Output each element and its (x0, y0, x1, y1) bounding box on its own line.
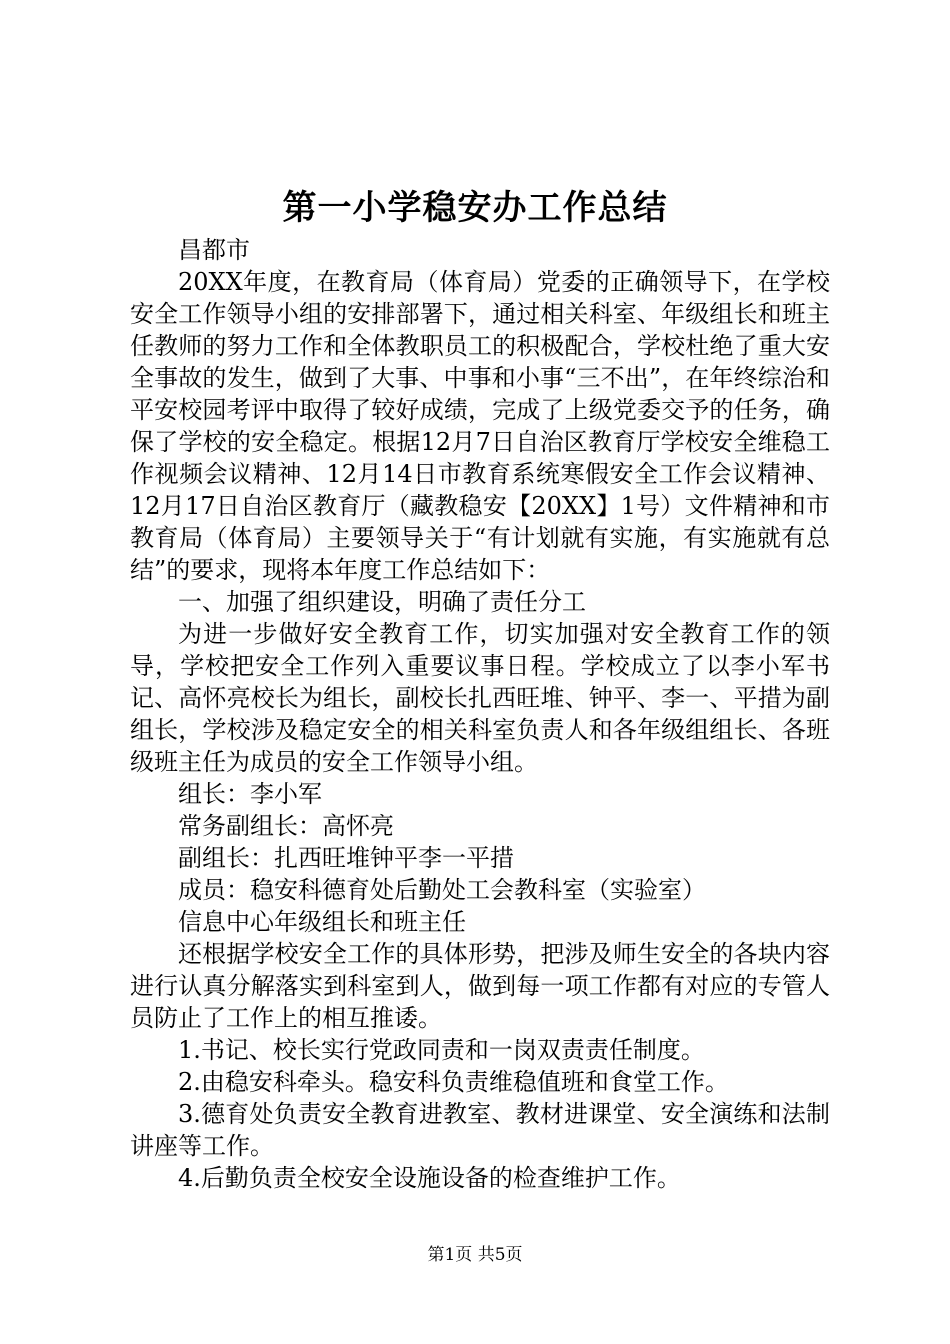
leader-line: 组长：李小军 (178, 780, 322, 808)
responsibility-paragraph: 还根据学校安全工作的具体形势，把涉及师生安全的各块内容进行认真分解落实到科室到人，做到每一项工作都有对应的专管人员防止了工作上的相互推诿。 (130, 940, 830, 1032)
executive-deputy-line: 常务副组长：高怀亮 (178, 812, 394, 840)
deputy-line: 副组长：扎西旺堆钟平李一平措 (178, 844, 514, 872)
list-item: 4.后勤负责全校安全设施设备的检查维护工作。 (178, 1164, 681, 1192)
list-item: 1.书记、校长实行党政同责和一岗双责责任制度。 (178, 1036, 705, 1064)
list-item: 2.由稳安科牵头。稳安科负责维稳值班和食堂工作。 (178, 1068, 729, 1096)
document-title: 第一小学稳安办工作总结 (282, 188, 668, 228)
page-footer: 第1页 共5页 (427, 1245, 523, 1265)
members-line: 成员：稳安科德育处后勤处工会教科室（实验室） (178, 876, 706, 904)
members-line-continued: 信息中心年级组长和班主任 (178, 908, 466, 936)
intro-paragraph: 20XX年度，在教育局（体育局）党委的正确领导下，在学校安全工作领导小组的安排部署下，通过相关科室、年级组长和班主任教师的努力工作和全体教职员工的积极配合，学校杜绝了重大安全事故的发生，做到了大事、中事和小事“三不出”，在年终综治和平安校园考评中取得了较好成绩，完成了上级党委交予的任务，确保了学校的安全稳定。根据12月7日自治区教育厅学校安全维稳工作视频会议精神、12月14日市教育系统寒假安全工作会议精神、12月17日自治区教育厅（藏教稳安【20XX】1号）文件精神和市教育局（体育局）主要领导关于“有计划就有实施，有实施就有总结”的要求，现将本年度工作总结如下： (130, 268, 830, 584)
section-heading: 一、加强了组织建设，明确了责任分工 (178, 588, 586, 616)
list-item: 3.德育处负责安全教育进教室、教材进课堂、安全演练和法制讲座等工作。 (130, 1100, 830, 1160)
document-body (130, 234, 830, 1194)
location-line: 昌都市 (178, 236, 250, 264)
organization-paragraph: 为进一步做好安全教育工作，切实加强对安全教育工作的领导，学校把安全工作列入重要议事日程。学校成立了以李小军书记、高怀亮校长为组长，副校长扎西旺堆、钟平、李一、平措为副组长，学校涉及稳定安全的相关科室负责人和各年级组组长、各班级班主任为成员的安全工作领导小组。 (130, 620, 830, 776)
